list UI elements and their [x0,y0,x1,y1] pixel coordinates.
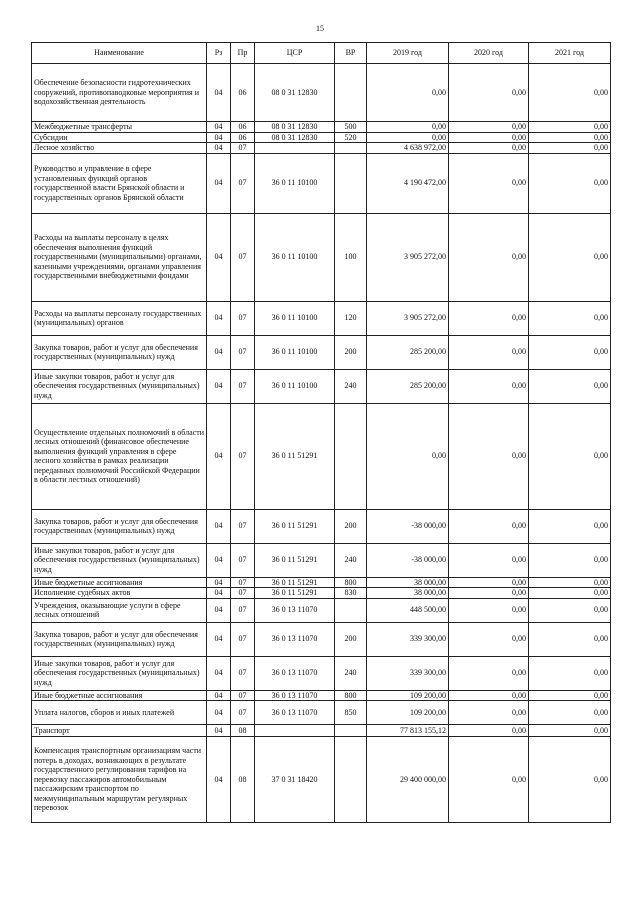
table-row [32,335,611,369]
cell-csr: 36 0 13 11070 [255,690,335,701]
cell-2019: 285 200,00 [367,335,449,369]
cell-name: Субсидии [32,132,207,143]
cell-csr [255,143,335,154]
cell-rz: 04 [207,656,231,690]
cell-name: Закупка товаров, работ и услуг для обеспечения государственных (муниципальных) нужд [32,509,207,543]
cell-rz: 04 [207,301,231,335]
cell-vr: 800 [335,690,367,701]
cell-2021: 0,00 [529,143,611,154]
table-row [32,509,611,543]
cell-2021: 0,00 [529,509,611,543]
cell-2021: 0,00 [529,64,611,122]
cell-vr [335,153,367,213]
table-row [32,213,611,301]
cell-pr: 07 [231,701,255,725]
table-row [32,737,611,823]
header-pr: Пр [231,43,255,64]
cell-2019: 448 500,00 [367,598,449,622]
table-row [32,143,611,154]
cell-pr: 07 [231,213,255,301]
table-row [32,725,611,737]
cell-2019: -38 000,00 [367,509,449,543]
cell-2021: 0,00 [529,577,611,588]
cell-rz: 04 [207,369,231,403]
cell-rz: 04 [207,64,231,122]
cell-pr: 06 [231,122,255,133]
cell-rz: 04 [207,509,231,543]
cell-2020: 0,00 [449,701,529,725]
cell-name: Иные закупки товаров, работ и услуг для обеспечения государственных (муниципальных) нужд [32,543,207,577]
cell-csr [255,725,335,737]
budget-table [31,42,611,823]
cell-rz: 04 [207,143,231,154]
cell-name: Иные бюджетные ассигнования [32,690,207,701]
table-row [32,369,611,403]
cell-name: Расходы на выплаты персоналу государственных (муниципальных) органов [32,301,207,335]
cell-pr: 06 [231,64,255,122]
table-row [32,132,611,143]
cell-2019: 109 200,00 [367,690,449,701]
cell-2020: 0,00 [449,143,529,154]
cell-pr: 07 [231,598,255,622]
cell-2020: 0,00 [449,622,529,656]
cell-name: Иные закупки товаров, работ и услуг для обеспечения государственных (муниципальных) нужд [32,656,207,690]
cell-csr: 36 0 11 10100 [255,153,335,213]
cell-name: Закупка товаров, работ и услуг для обеспечения государственных (муниципальных) нужд [32,622,207,656]
cell-2019: 109 200,00 [367,701,449,725]
table-row [32,656,611,690]
cell-csr: 37 0 31 18420 [255,737,335,823]
table-row [32,301,611,335]
cell-rz: 04 [207,622,231,656]
cell-csr: 36 0 13 11070 [255,656,335,690]
cell-vr [335,143,367,154]
cell-2021: 0,00 [529,656,611,690]
cell-2019: 285 200,00 [367,369,449,403]
cell-csr: 36 0 11 51291 [255,588,335,599]
cell-vr: 800 [335,577,367,588]
cell-2019: 0,00 [367,122,449,133]
cell-name: Транспорт [32,725,207,737]
cell-rz: 04 [207,153,231,213]
cell-pr: 08 [231,737,255,823]
cell-2020: 0,00 [449,577,529,588]
cell-2021: 0,00 [529,598,611,622]
cell-2020: 0,00 [449,656,529,690]
table-row [32,64,611,122]
cell-2021: 0,00 [529,301,611,335]
cell-vr: 240 [335,369,367,403]
cell-2021: 0,00 [529,543,611,577]
cell-vr [335,403,367,509]
table-row [32,690,611,701]
cell-csr: 08 0 31 12830 [255,122,335,133]
table-row [32,153,611,213]
cell-pr: 07 [231,153,255,213]
cell-2021: 0,00 [529,369,611,403]
cell-pr: 07 [231,335,255,369]
cell-pr: 07 [231,143,255,154]
cell-2020: 0,00 [449,598,529,622]
cell-name: Исполнение судебных актов [32,588,207,599]
cell-pr: 07 [231,577,255,588]
cell-2019: 77 813 155,12 [367,725,449,737]
cell-vr: 200 [335,509,367,543]
cell-name: Закупка товаров, работ и услуг для обеспечения государственных (муниципальных) нужд [32,335,207,369]
table-row [32,701,611,725]
cell-rz: 04 [207,213,231,301]
cell-vr: 500 [335,122,367,133]
cell-2019: 38 000,00 [367,577,449,588]
cell-name: Руководство и управление в сфере установленных функций органов государственной власти Брянской области и государственных органов Брянской области [32,153,207,213]
cell-csr: 36 0 11 51291 [255,543,335,577]
cell-rz: 04 [207,403,231,509]
cell-vr [335,737,367,823]
cell-2021: 0,00 [529,737,611,823]
cell-2020: 0,00 [449,725,529,737]
cell-2019: 0,00 [367,403,449,509]
cell-2020: 0,00 [449,153,529,213]
cell-csr: 36 0 11 51291 [255,577,335,588]
table-row [32,588,611,599]
cell-vr: 240 [335,543,367,577]
cell-vr: 240 [335,656,367,690]
cell-2019: 4 190 472,00 [367,153,449,213]
cell-name: Иные бюджетные ассигнования [32,577,207,588]
cell-rz: 04 [207,122,231,133]
cell-2021: 0,00 [529,622,611,656]
cell-2020: 0,00 [449,509,529,543]
cell-rz: 04 [207,132,231,143]
cell-vr [335,64,367,122]
cell-pr: 07 [231,403,255,509]
cell-csr: 36 0 11 51291 [255,403,335,509]
cell-2019: 0,00 [367,132,449,143]
cell-name: Иные закупки товаров, работ и услуг для обеспечения государственных (муниципальных) нужд [32,369,207,403]
cell-2021: 0,00 [529,725,611,737]
cell-rz: 04 [207,335,231,369]
cell-csr: 36 0 11 10100 [255,213,335,301]
cell-2021: 0,00 [529,701,611,725]
header-rz: Рз [207,43,231,64]
cell-csr: 36 0 11 51291 [255,509,335,543]
cell-vr: 200 [335,335,367,369]
cell-2019: 3 905 272,00 [367,213,449,301]
cell-vr: 850 [335,701,367,725]
cell-rz: 04 [207,737,231,823]
cell-2020: 0,00 [449,543,529,577]
header-2021: 2021 год [529,43,611,64]
cell-2020: 0,00 [449,588,529,599]
header-2020: 2020 год [449,43,529,64]
cell-2019: 3 905 272,00 [367,301,449,335]
cell-2019: 4 638 972,00 [367,143,449,154]
cell-rz: 04 [207,701,231,725]
table-row [32,543,611,577]
cell-2020: 0,00 [449,403,529,509]
cell-pr: 08 [231,725,255,737]
cell-pr: 07 [231,622,255,656]
cell-rz: 04 [207,588,231,599]
cell-2020: 0,00 [449,369,529,403]
header-name: Наименование [32,43,207,64]
page-number: 15 [316,24,324,33]
cell-rz: 04 [207,543,231,577]
cell-pr: 07 [231,588,255,599]
cell-vr: 120 [335,301,367,335]
cell-2021: 0,00 [529,588,611,599]
cell-2020: 0,00 [449,335,529,369]
cell-vr: 100 [335,213,367,301]
cell-csr: 36 0 13 11070 [255,598,335,622]
cell-2019: 38 000,00 [367,588,449,599]
cell-rz: 04 [207,725,231,737]
cell-pr: 07 [231,543,255,577]
cell-name: Учреждения, оказывающие услуги в сфере лесных отношений [32,598,207,622]
cell-name: Межбюджетные трансферты [32,122,207,133]
cell-rz: 04 [207,690,231,701]
table-row [32,622,611,656]
cell-2021: 0,00 [529,690,611,701]
cell-2020: 0,00 [449,132,529,143]
cell-csr: 08 0 31 12830 [255,64,335,122]
cell-vr [335,725,367,737]
cell-csr: 08 0 31 12830 [255,132,335,143]
cell-csr: 36 0 11 10100 [255,301,335,335]
cell-2020: 0,00 [449,64,529,122]
cell-2019: 339 300,00 [367,622,449,656]
cell-rz: 04 [207,577,231,588]
cell-pr: 07 [231,690,255,701]
cell-pr: 07 [231,369,255,403]
header-row [32,43,611,64]
cell-csr: 36 0 13 11070 [255,701,335,725]
cell-2021: 0,00 [529,403,611,509]
cell-2021: 0,00 [529,335,611,369]
table-row [32,577,611,588]
cell-2020: 0,00 [449,301,529,335]
cell-pr: 06 [231,132,255,143]
cell-pr: 07 [231,656,255,690]
cell-name: Компенсация транспортным организациям части потерь в доходах, возникающих в результате государственного регулирования тарифов на перевозку пассажиров автомобильным пассажирским транспортом по межмуниципальным маршрутам регулярных перевозок [32,737,207,823]
table-row [32,403,611,509]
cell-2021: 0,00 [529,132,611,143]
cell-pr: 07 [231,509,255,543]
cell-csr: 36 0 11 10100 [255,369,335,403]
cell-name: Уплата налогов, сборов и иных платежей [32,701,207,725]
cell-vr: 520 [335,132,367,143]
cell-2020: 0,00 [449,122,529,133]
cell-2020: 0,00 [449,690,529,701]
cell-csr: 36 0 11 10100 [255,335,335,369]
cell-vr [335,598,367,622]
cell-2020: 0,00 [449,213,529,301]
cell-2021: 0,00 [529,153,611,213]
cell-2019: 0,00 [367,64,449,122]
cell-vr: 830 [335,588,367,599]
cell-2020: 0,00 [449,737,529,823]
cell-rz: 04 [207,598,231,622]
cell-vr: 200 [335,622,367,656]
header-vr: ВР [335,43,367,64]
cell-name: Обеспечение безопасности гидротехнических сооружений, противопаводковые мероприятия и водохозяйственная деятельность [32,64,207,122]
cell-2021: 0,00 [529,122,611,133]
cell-2021: 0,00 [529,213,611,301]
cell-name: Лесное хозяйство [32,143,207,154]
cell-pr: 07 [231,301,255,335]
cell-2019: -38 000,00 [367,543,449,577]
cell-2019: 339 300,00 [367,656,449,690]
cell-name: Осуществление отдельных полномочий в области лесных отношений (финансовое обеспечение выполнения функций управления в сфере лесного хозяйства в рамках реализации переданных полномочий Российской Федерации в области лестных отношений) [32,403,207,509]
header-2019: 2019 год [367,43,449,64]
table-row [32,598,611,622]
table-row [32,122,611,133]
cell-name: Расходы на выплаты персоналу в целях обеспечения выполнения функций государственными (муниципальными) органами, казенными учреждениями, органами управления государственными внебюджетными фондами [32,213,207,301]
header-csr: ЦСР [255,43,335,64]
cell-2019: 29 400 000,00 [367,737,449,823]
cell-csr: 36 0 13 11070 [255,622,335,656]
